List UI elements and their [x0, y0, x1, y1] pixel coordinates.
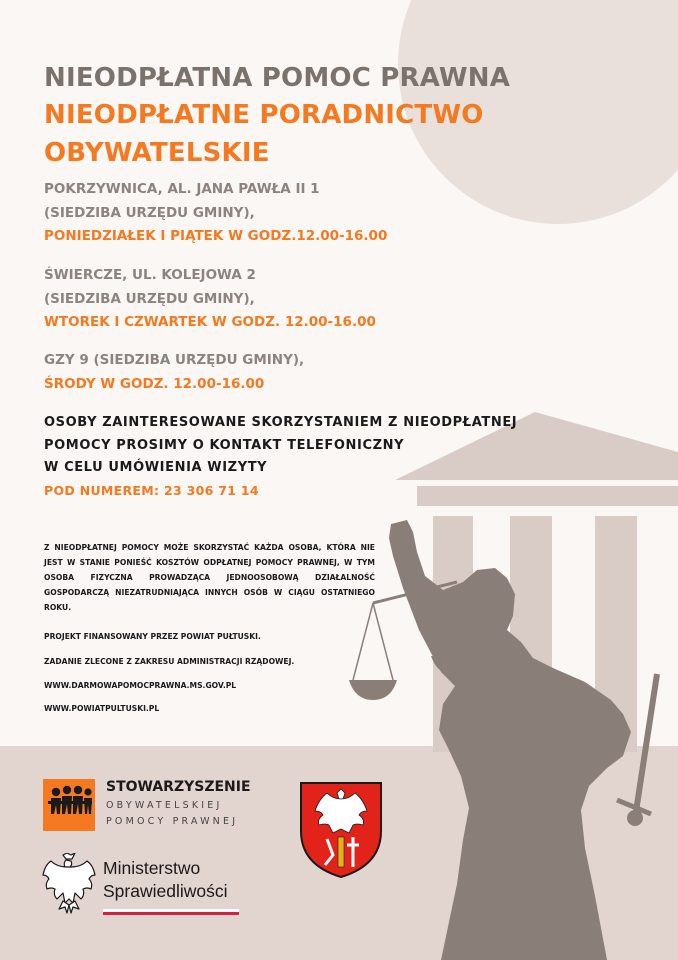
funding-note: PROJEKT FINANSOWANY PRZEZ POWIAT PUŁTUSKI. — [44, 632, 261, 641]
location-address: ŚWIERCZE, UL. KOLEJOWA 2 — [44, 267, 256, 283]
location-note: (SIEDZIBA URZĘDU GMINY), — [44, 290, 255, 307]
task-note: ZADANIE ZLECONE Z ZAKRESU ADMINISTRACJI RZĄDOWEJ. — [44, 657, 295, 666]
location-swiercze — [44, 264, 376, 335]
contact-line: W CELU UMÓWIENIA WIZYTY — [44, 460, 268, 475]
phone-number: POD NUMEREM: 23 306 71 14 — [44, 482, 259, 498]
association-name: STOWARZYSZENIE — [106, 779, 251, 795]
location-gzy — [44, 349, 304, 396]
association-logo — [43, 779, 95, 831]
white-eagle-emblem — [41, 853, 97, 915]
people-group-icon — [43, 779, 95, 831]
location-address: POKRZYWNICA, AL. JANA PAWŁA II 1 — [44, 181, 320, 197]
ministry-name: Ministerstwo — [103, 858, 201, 878]
link-powiatpultuski[interactable]: WWW.POWIATPULTUSKI.PL — [44, 704, 160, 713]
heading-legal-aid: NIEODPŁATNA POMOC PRAWNA — [44, 63, 511, 93]
location-pokrzywnica — [44, 178, 387, 249]
contact-info — [44, 412, 517, 502]
link-darmowapomocprawna[interactable]: WWW.DARMOWAPOMOCPRAWNA.MS.GOV.PL — [44, 681, 237, 690]
ministry-name: Sprawiedliwości — [103, 881, 228, 901]
county-coat-of-arms — [297, 779, 385, 879]
association-subtitle: OBYWATELSKIEJ — [106, 800, 223, 811]
eligibility-paragraph: Z NIEODPŁATNEJ POMOCY MOŻE SKORZYSTAĆ KAŻDA OSOBA, KTÓRA NIE JEST W STANIE PONIEŚĆ KOSZTÓW ODPŁATNEJ POMOCY PRAWNEJ, W TYM OSOBA FIZYCZNA PROWADZĄCA JEDNOOSOBOWĄ DZIAŁALNOŚĆ GOSPODARCZĄ NIEZATRUDNIAJĄCA INNYCH OSÓB W CIĄGU OSTATNIEGO ROKU. — [44, 543, 375, 612]
location-address: GZY 9 (SIEDZIBA URZĘDU GMINY), — [44, 352, 305, 368]
association-subtitle: POMOCY PRAWNEJ — [106, 816, 239, 827]
location-note: (SIEDZIBA URZĘDU GMINY), — [44, 204, 255, 221]
lady-justice-silhouette — [345, 518, 678, 960]
location-hours: WTOREK I CZWARTEK W GODZ. 12.00-16.00 — [44, 314, 376, 330]
contact-line: POMOCY PROSIMY O KONTAKT TELEFONICZNY — [44, 437, 405, 453]
contact-line: OSOBY ZAINTERESOWANE SKORZYSTANIEM Z NIEODPŁATNEJ — [44, 415, 518, 430]
heading-civic-counseling: NIEODPŁATNE PORADNICTWO — [44, 100, 484, 130]
heading-civic-counseling-cont: OBYWATELSKIE — [44, 138, 270, 168]
location-hours: ŚRODY W GODZ. 12.00-16.00 — [44, 375, 265, 392]
location-hours: PONIEDZIAŁEK I PIĄTEK W GODZ.12.00-16.00 — [44, 228, 388, 244]
flag-red-stripe — [103, 912, 239, 915]
